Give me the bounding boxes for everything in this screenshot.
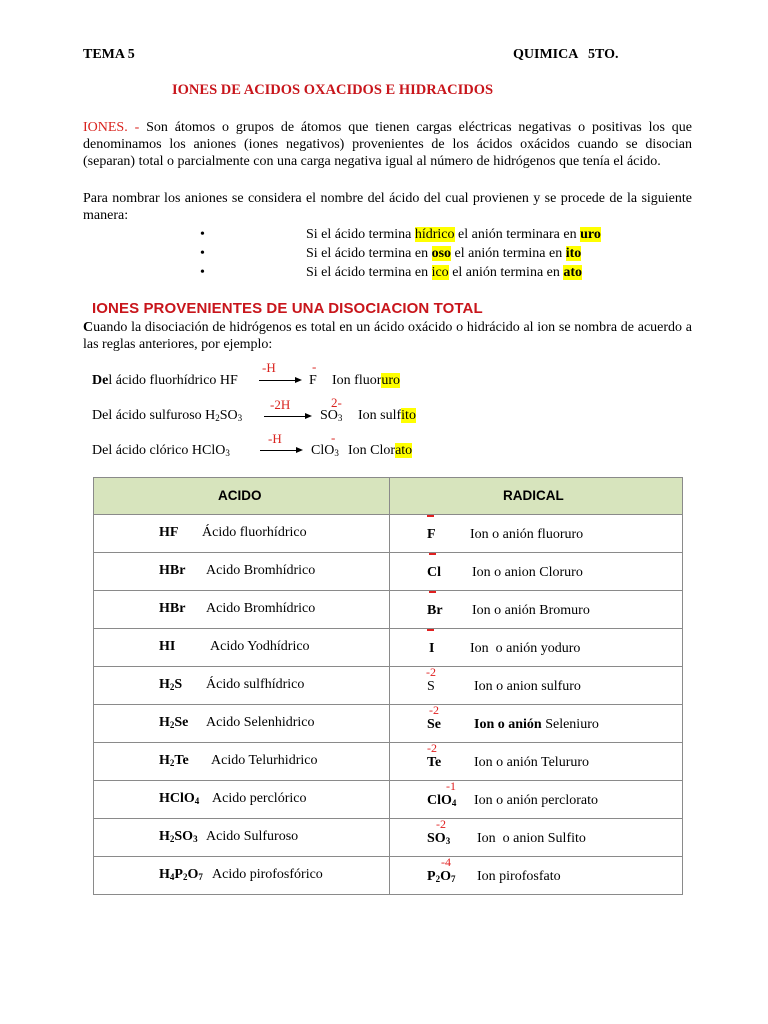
charge-label: -2 [429, 703, 439, 717]
radical-name: Ion o anión yoduro [470, 641, 581, 656]
radical-symbol: F [427, 527, 436, 542]
acid-formula: $H_2SO_3$ [159, 829, 198, 844]
acid-name: Acido pirofosfórico [212, 867, 323, 882]
section-title: IONES PROVENIENTES DE UNA DISOCIACION TOTAL [92, 300, 483, 317]
radical-symbol: $P_2O_7$ [427, 869, 456, 884]
acid-name: Acido Telurhidrico [211, 753, 318, 768]
anion-symbol: $SO_3$ [320, 408, 343, 423]
charge-mark [427, 629, 434, 631]
radical-name: Ion o anion sulfuro [474, 679, 581, 694]
subject-header: QUIMICA 5TO. [513, 47, 619, 62]
anion-symbol: F [309, 373, 317, 388]
acid-name: Acido Sulfuroso [206, 829, 299, 844]
acid-formula: $H_2Se$ [159, 715, 189, 730]
radical-symbol: ClO$_4$ [427, 793, 457, 808]
intro-paragraph [83, 119, 692, 170]
acid-formula: $H_2S$ [159, 677, 183, 692]
bullet-icon: • [200, 227, 205, 242]
ion-name: Ion sulfito [358, 408, 416, 423]
charge-label: -2 [436, 817, 446, 831]
acid-name: Acido perclórico [212, 791, 307, 806]
acid-name: Acido Selenhidrico [206, 715, 315, 730]
radical-symbol: Cl [427, 565, 441, 580]
acid-name: Ácido sulfhídrico [206, 677, 305, 692]
example-h2so3: Del ácido sulfuroso $H_2SO_3$ [92, 408, 243, 423]
radical-name: Ion o anión Bromuro [472, 603, 590, 618]
radical-symbol: S [427, 679, 435, 694]
intro-label: IONES. - [83, 120, 147, 135]
radical-name: Ion o anion Cloruro [472, 565, 583, 580]
table-row [93, 857, 683, 895]
acid-formula: $H_2Te$ [159, 753, 189, 768]
column-header-radical: RADICAL [503, 488, 564, 503]
arrow-label: -H [262, 360, 276, 375]
acid-name: Acido Yodhídrico [210, 639, 310, 654]
table-row [93, 819, 683, 857]
topic-header: TEMA 5 [83, 47, 135, 62]
table-row [93, 781, 683, 819]
example-hf: Del ácido fluorhídrico HF [92, 373, 238, 388]
radical-name: Ion o anión Seleniuro [474, 717, 599, 732]
radical-name: Ion pirofosfato [477, 869, 561, 884]
table-row [93, 743, 683, 781]
anion-symbol: ClO$_3$ [311, 443, 339, 458]
radical-name: Ion o anión fluoruro [470, 527, 584, 542]
charge-label: - [331, 430, 336, 445]
charge-mark [429, 553, 436, 555]
example-hclo3: Del ácido clórico HClO$_3$ [92, 443, 230, 458]
table-row [93, 591, 683, 629]
table-row [93, 515, 683, 553]
charge-mark [427, 515, 434, 517]
radical-name: Ion o anion Sulfito [477, 831, 586, 846]
acid-formula: HF [159, 525, 179, 540]
acid-name: Ácido fluorhídrico [202, 525, 307, 540]
ion-name: Ion Clorato [348, 443, 413, 458]
radical-symbol: Te [427, 755, 442, 770]
charge-label: -4 [441, 855, 451, 869]
table-header [93, 477, 683, 515]
acid-formula: $H_4P_2O_7$ [159, 867, 203, 882]
radical-symbol: Se [427, 717, 441, 732]
intro-text: Son átomos o grupos de átomos que tienen cargas eléctricas negativas o positivas los que denominamos los aniones (iones negativos) provenientes de los ácidos oxácidos cuando se disocian (separan) total o parcialmente con una carga negativa igual al número de hidrógenos que tenía el ácido. [83, 120, 692, 169]
table-row [93, 629, 683, 667]
charge-label: - [312, 359, 317, 374]
ion-name: Ion fluoruro [332, 373, 401, 388]
intro-paragraph-2: Para nombrar los aniones se considera el nombre del ácido del cual provienen y se procede de la siguiente manera: [83, 191, 692, 223]
radical-name: Ion o anión Telururo [474, 755, 590, 770]
radical-symbol: Br [427, 603, 443, 618]
acid-name: Acido Bromhídrico [206, 563, 316, 578]
radical-symbol: $SO_3$ [427, 831, 451, 846]
radical-name: Ion o anión perclorato [474, 793, 599, 808]
radical-symbol: I [429, 641, 435, 656]
acid-formula: HClO$_4$ [159, 791, 200, 806]
charge-label: -1 [446, 779, 456, 793]
charge-label: -2 [427, 741, 437, 755]
table-row [93, 667, 683, 705]
acid-formula: HI [159, 639, 176, 654]
charge-label: -2 [426, 665, 436, 679]
charge-mark [429, 591, 436, 593]
table-row [93, 553, 683, 591]
arrow-label: -2H [270, 397, 291, 412]
acid-formula: HBr [159, 563, 186, 578]
column-header-acid: ACIDO [218, 488, 262, 503]
page-title: IONES DE ACIDOS OXACIDOS E HIDRACIDOS [172, 82, 494, 98]
arrow-label: -H [268, 431, 282, 446]
section-paragraph: Cuando la disociación de hidrógenos es total en un ácido oxácido o hidrácido al ion se nombra de acuerdo a las reglas anteriores, por ejemplo: [83, 320, 692, 352]
bullet-icon: • [200, 265, 205, 280]
table-row [93, 705, 683, 743]
acid-formula: HBr [159, 601, 186, 616]
acid-name: Acido Bromhídrico [206, 601, 316, 616]
charge-label: 2- [331, 395, 342, 410]
bullet-icon: • [200, 246, 205, 261]
